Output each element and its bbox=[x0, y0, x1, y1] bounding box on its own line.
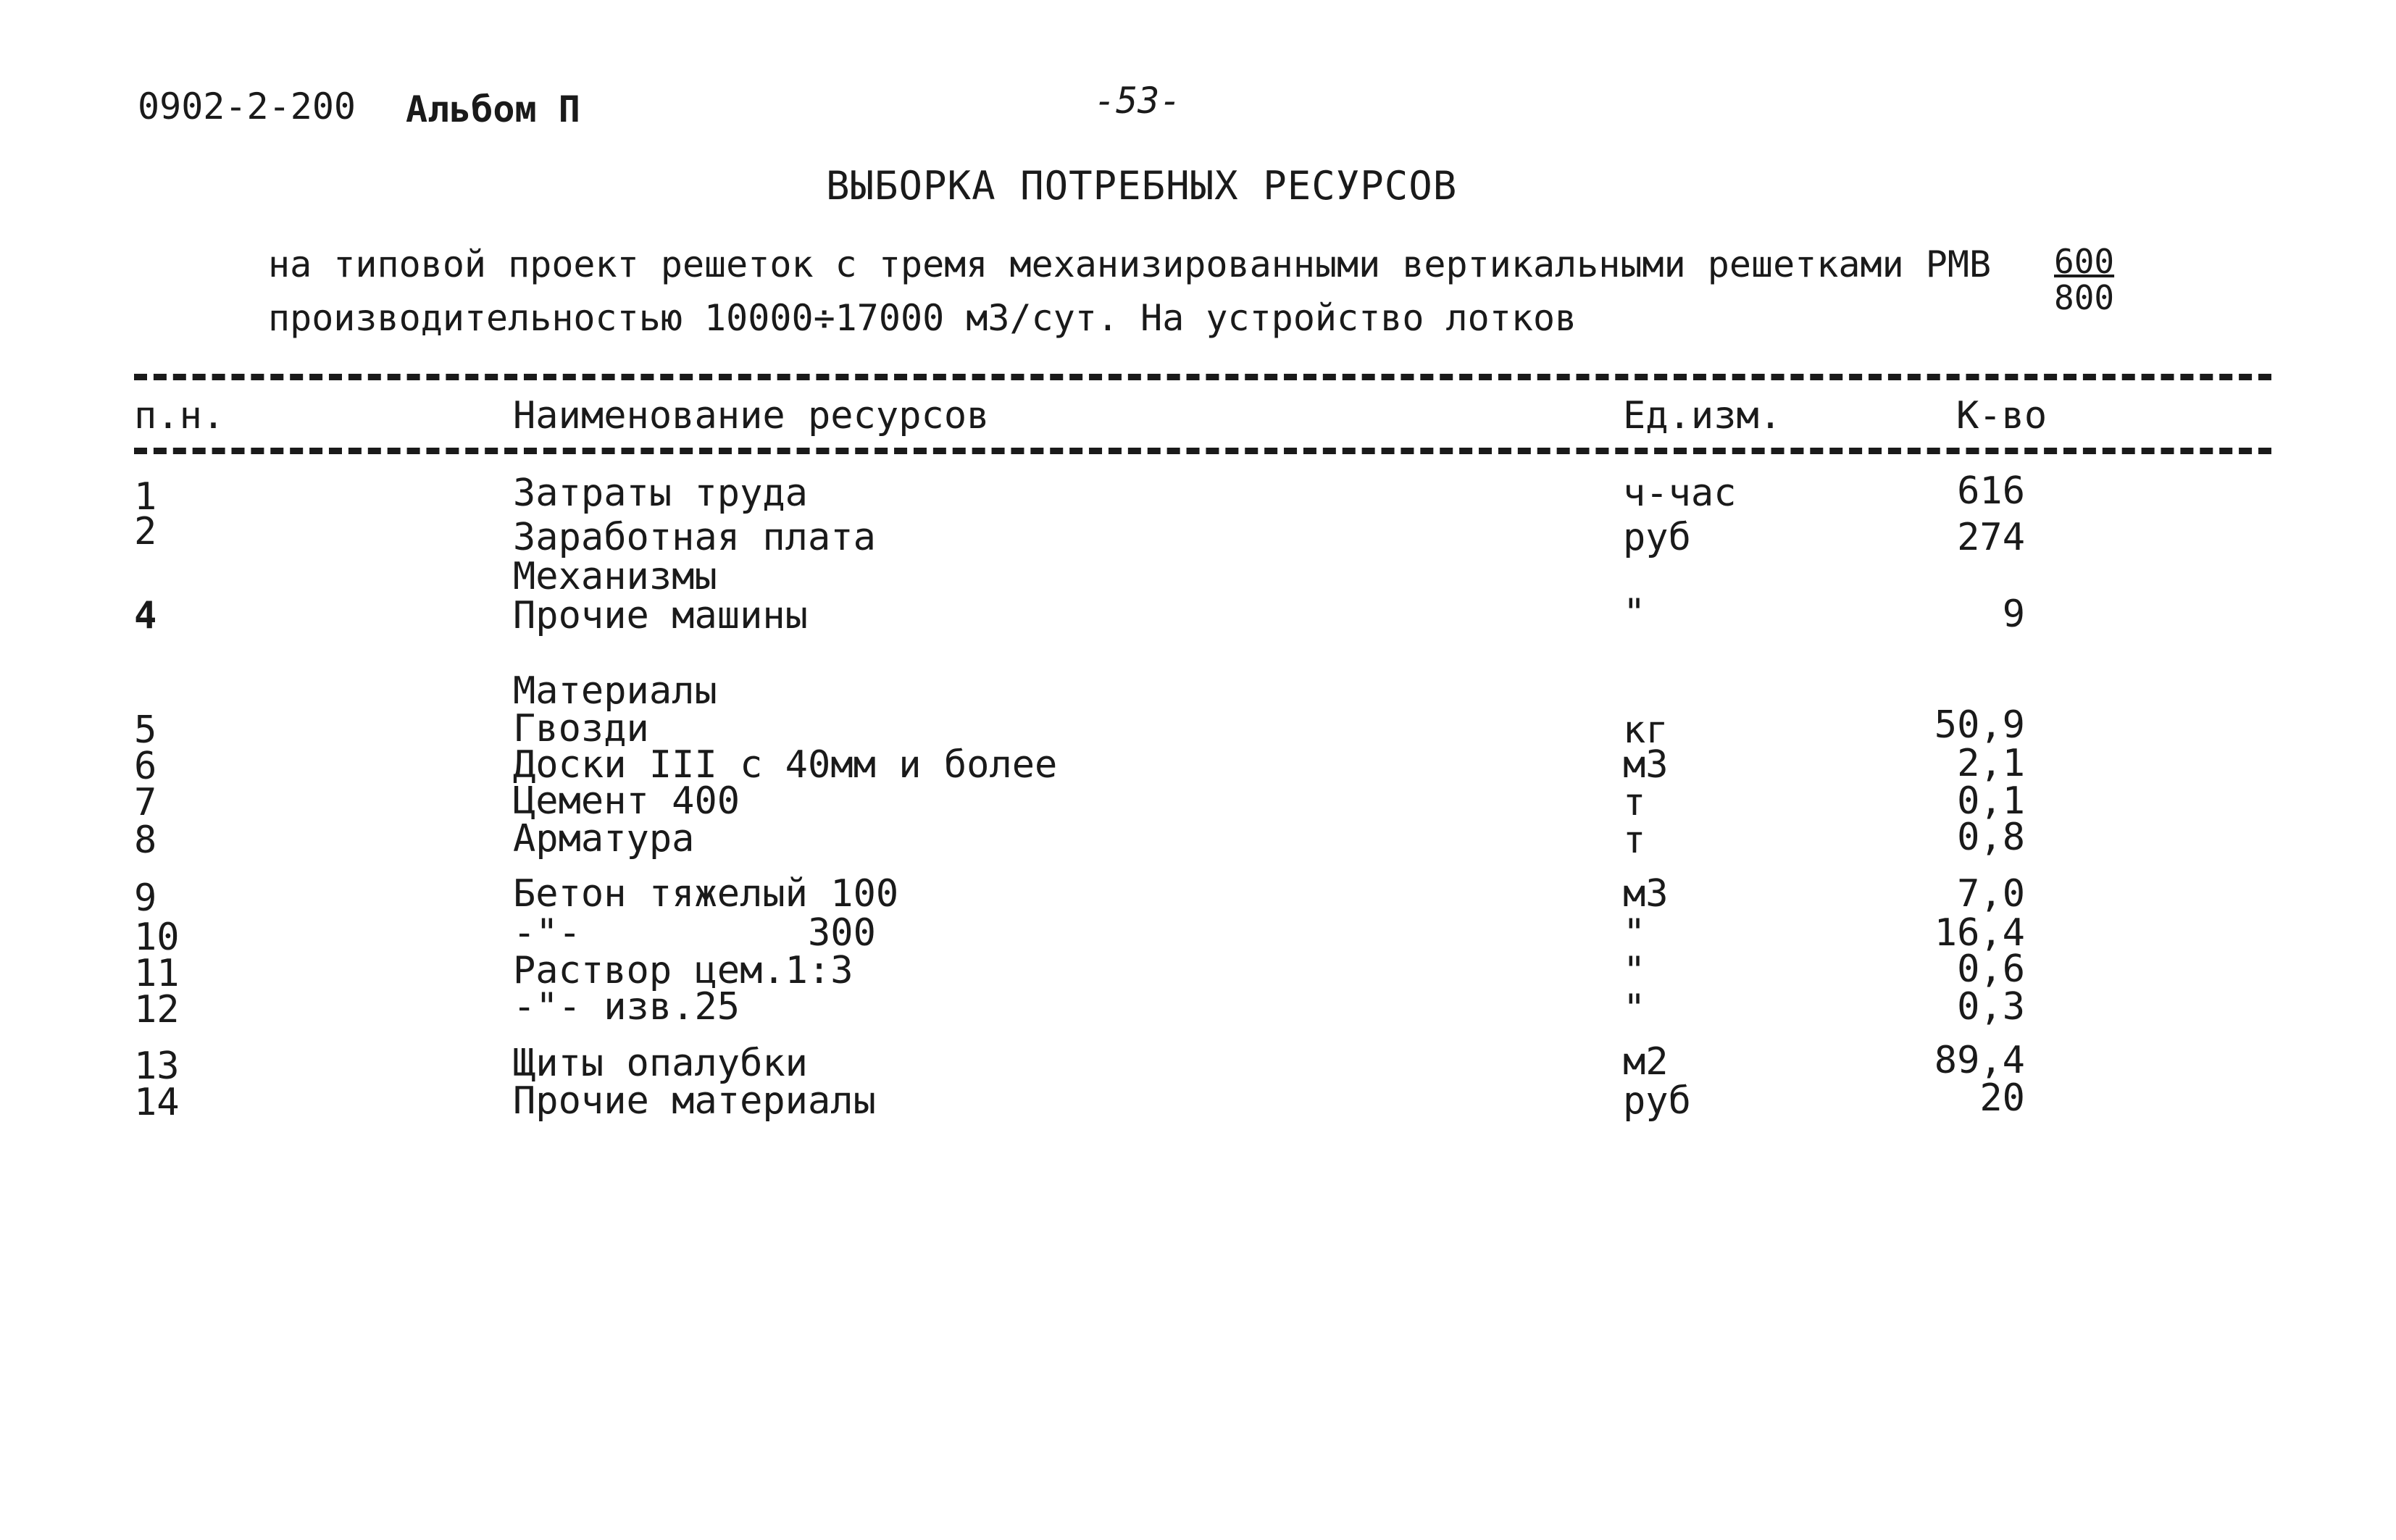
resource-quantity: 0,6 bbox=[1957, 947, 2025, 991]
page-number: -53- bbox=[1094, 80, 1182, 122]
row-number: 1 bbox=[134, 475, 157, 519]
resource-unit: ч-час bbox=[1623, 472, 1737, 515]
section-heading-materials: Материалы bbox=[513, 669, 717, 713]
row-number: 9 bbox=[134, 876, 157, 920]
row-number: 2 bbox=[134, 510, 157, 553]
resource-name: Доски III с 40мм и более bbox=[513, 743, 1058, 787]
resource-name: Заработная плата bbox=[513, 516, 876, 559]
row-number: 14 bbox=[134, 1081, 180, 1124]
row-number: 8 bbox=[134, 819, 157, 862]
resource-quantity: 89,4 bbox=[1934, 1039, 2025, 1082]
row-number: 11 bbox=[134, 952, 180, 995]
row-number: 5 bbox=[134, 708, 157, 752]
section-heading-mechanisms: Механизмы bbox=[513, 555, 717, 598]
column-header-number: п.н. bbox=[134, 394, 225, 438]
resource-unit: кг bbox=[1623, 708, 1669, 752]
resource-unit: м2 bbox=[1623, 1040, 1669, 1084]
resource-unit: т bbox=[1623, 781, 1646, 824]
resource-unit: руб bbox=[1623, 516, 1691, 559]
row-number: 13 bbox=[134, 1045, 180, 1088]
resource-quantity: 274 bbox=[1957, 516, 2025, 559]
resource-name: -"- 300 bbox=[513, 911, 876, 955]
resource-quantity: 0,3 bbox=[1957, 985, 2025, 1029]
row-number: 12 bbox=[134, 988, 180, 1031]
resource-unit: " bbox=[1623, 987, 1646, 1030]
resource-quantity: 9 bbox=[2002, 593, 2025, 636]
resource-name: Раствор цем.1:3 bbox=[513, 949, 853, 992]
resource-quantity: 50,9 bbox=[1934, 703, 2025, 747]
resource-name: Прочие материалы bbox=[513, 1079, 876, 1123]
resource-unit: м3 bbox=[1623, 872, 1669, 916]
resource-name: Арматура bbox=[513, 817, 695, 861]
row-number: 7 bbox=[134, 781, 157, 824]
row-number: 10 bbox=[134, 916, 180, 959]
resource-name: Прочие машины bbox=[513, 594, 808, 637]
resource-quantity: 0,1 bbox=[1957, 779, 2025, 823]
document-code: 0902-2-200 bbox=[138, 85, 356, 127]
subtitle-line-2: производительностью 10000÷17000 м3/сут. На устройство лотков bbox=[268, 297, 1577, 339]
resource-name: Затраты труда bbox=[513, 472, 808, 515]
column-header-name: Наименование ресурсов bbox=[513, 394, 990, 438]
table-header-rule bbox=[134, 448, 2271, 454]
resource-unit: " bbox=[1623, 949, 1646, 992]
row-number: 4 bbox=[134, 594, 157, 637]
subtitle-line-1: на типовой проект решеток с тремя механизированными вертикальными решетками РМВ bbox=[268, 243, 1992, 285]
row-number: 6 bbox=[134, 745, 157, 788]
album-label: Альбом П bbox=[406, 88, 580, 130]
resource-unit: " bbox=[1623, 911, 1646, 955]
resource-name: Гвозди bbox=[513, 707, 649, 750]
resource-name: Бетон тяжелый 100 bbox=[513, 872, 899, 916]
fraction-numerator: 600 bbox=[2054, 242, 2115, 281]
document-title: ВЫБОРКА ПОТРЕБНЫХ РЕСУРСОВ bbox=[826, 163, 1458, 209]
table-top-rule bbox=[134, 374, 2271, 380]
resource-quantity: 0,8 bbox=[1957, 816, 2025, 859]
resource-unit: т bbox=[1623, 819, 1646, 862]
resource-quantity: 2,1 bbox=[1957, 742, 2025, 785]
resource-unit: м3 bbox=[1623, 743, 1669, 787]
resource-name: Щиты опалубки bbox=[513, 1042, 808, 1085]
resource-quantity: 16,4 bbox=[1934, 911, 2025, 955]
resource-quantity: 7,0 bbox=[1957, 872, 2025, 916]
fraction-denominator: 800 bbox=[2054, 278, 2115, 317]
resource-name: Цемент 400 bbox=[513, 779, 740, 823]
resource-name: -"- изв.25 bbox=[513, 985, 740, 1029]
resource-unit: руб bbox=[1623, 1079, 1691, 1123]
resource-quantity: 616 bbox=[1957, 469, 2025, 513]
column-header-quantity: К-во bbox=[1956, 394, 2048, 438]
resource-unit: " bbox=[1623, 591, 1646, 635]
resource-quantity: 20 bbox=[1979, 1076, 2025, 1120]
column-header-unit: Ед.изм. bbox=[1623, 394, 1782, 438]
